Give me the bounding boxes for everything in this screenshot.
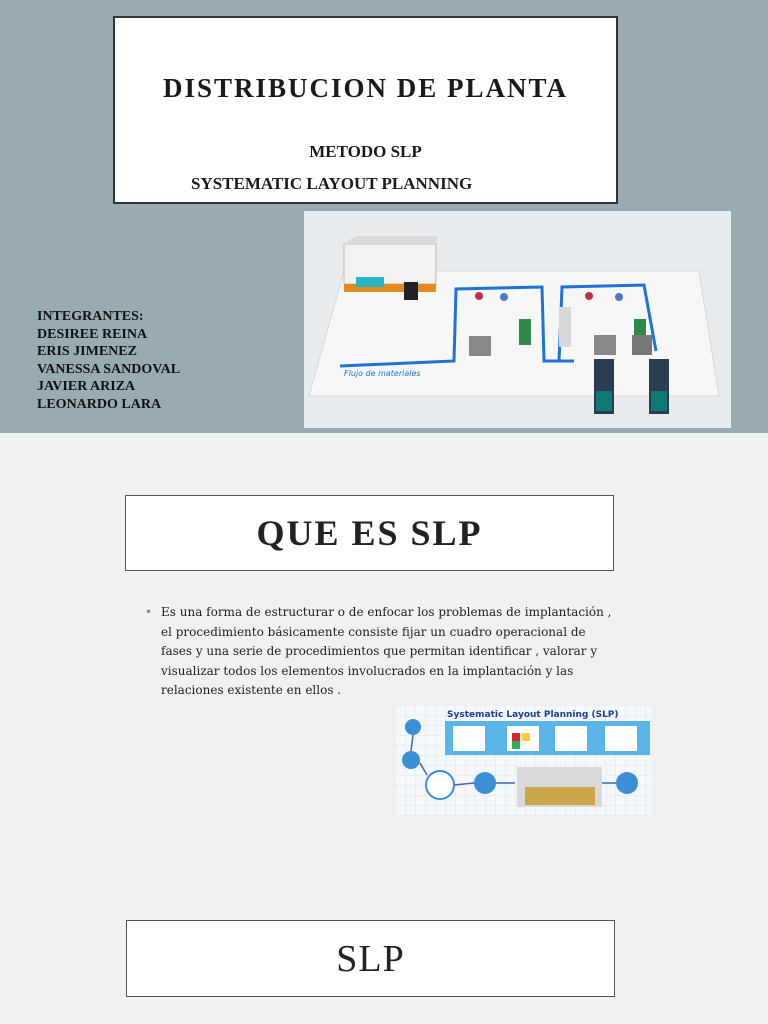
subtitle-full-name: SYSTEMATIC LAYOUT PLANNING [191,174,473,193]
member-name: JAVIER ARIZA [37,379,136,394]
definition-bullet [145,603,615,701]
heading-box-slp [126,920,615,997]
members-heading: INTEGRANTES: [37,309,144,324]
page-title: DISTRIBUCION DE PLANTA [162,73,569,103]
bullet-icon: • [145,605,153,619]
member-name: LEONARDO LARA [37,396,162,412]
slp-diagram-title: Systematic Layout Planning (SLP) [447,710,619,720]
slp-diagram-image [395,705,652,816]
title-box [113,16,618,204]
section-heading: QUE ES SLP [256,513,483,553]
material-flow-label: Flujo de materiales [344,369,421,378]
slide-what-is-slp [0,433,768,1024]
member-name: ERIS JIMENEZ [37,344,137,359]
member-name: DESIREE REINA [37,326,148,342]
members-list [37,308,180,413]
slp-heading: SLP [336,938,405,980]
member-name: VANESSA SANDOVAL [37,361,181,377]
slide-title [0,0,768,433]
plant-layout-image [304,211,731,428]
heading-box [125,495,614,571]
subtitle-method: METODO SLP [309,142,422,161]
definition-text: Es una forma de estructurar o de enfocar los problemas de implantación , el procedimiento básicamente consiste fijar un cuadro operacional de fases y una serie de procedimientos que permitan identificar , valorar y visualizar todos los elementos involucrados en la implantación y las relaciones existente en ellos . [161,605,612,697]
